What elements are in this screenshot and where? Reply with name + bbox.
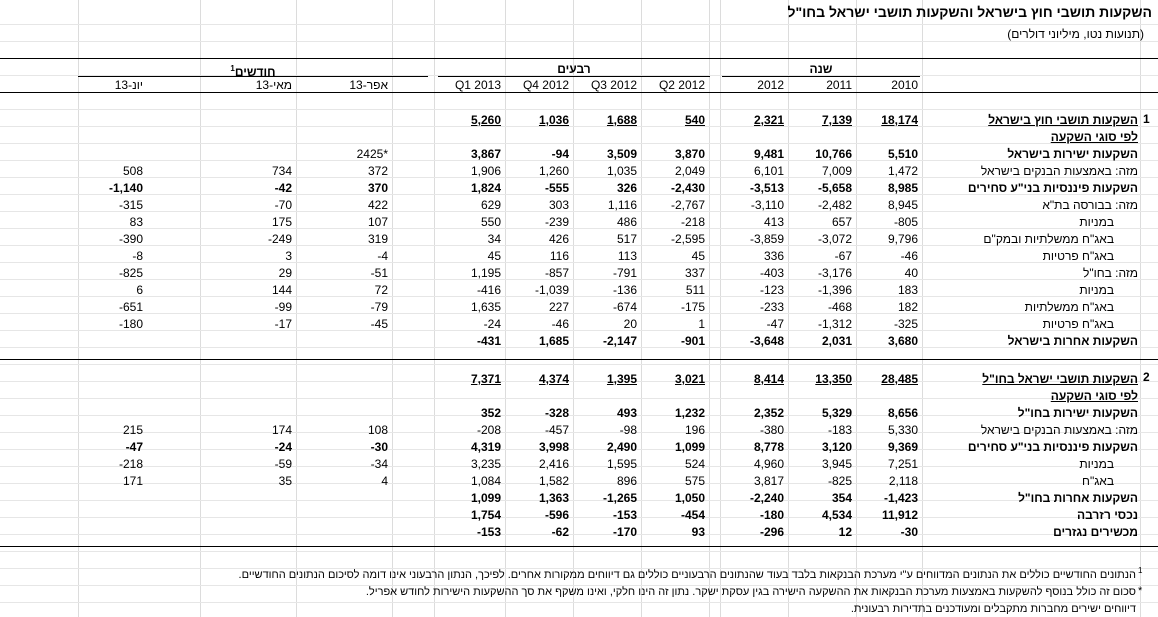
cell-2012: -47 [766,317,784,331]
row-label: במניות [1079,457,1114,471]
cell-q4-2012: 2,416 [538,457,569,471]
cell-q4-2012: -239 [544,215,569,229]
row-label: באג"ח פרטיות [1042,249,1114,263]
cell-q1-2013: 1,824 [470,181,501,195]
row-label: השקעות פיננסיות בני"ע סחירים [967,181,1138,195]
cell-2010: 9,369 [887,440,918,454]
cell-q4-2012: 116 [549,249,569,263]
cell-2012: -233 [759,300,784,314]
row-label: מזה: באמצעות הבנקים בישראל [980,423,1138,437]
cell-q3-2012: -136 [612,283,637,297]
cell-may-13: -59 [274,457,292,471]
cell-2012: 9,481 [753,147,784,161]
cell-apr-13: -30 [370,440,388,454]
cell-q1-2013: 1,195 [470,266,501,280]
cell-q2-2012: -2,430 [670,181,705,195]
cell-q3-2012: 3,509 [606,147,637,161]
row-label: לפי סוגי השקעה [1050,130,1138,144]
cell-q3-2012: -791 [612,266,637,280]
cell-may-13: -17 [274,317,292,331]
cell-2012: 413 [763,215,784,229]
cell-apr-13: 107 [367,215,388,229]
cell-q2-2012: 1,050 [674,491,705,505]
cell-q3-2012: 1,116 [607,198,637,212]
cell-2010: 182 [897,300,918,314]
cell-jun-13: 6 [136,283,143,297]
cell-2011: 354 [831,491,852,505]
cell-q3-2012: 1,035 [606,164,637,178]
cell-2012: 8,414 [753,372,784,386]
cell-q2-2012: -2,595 [670,232,705,246]
cell-q2-2012: 3,870 [674,147,705,161]
cell-jun-13: -8 [132,249,143,263]
footnote-2-text-line2: דיווחים ישירים מחברות מתקבלים ומעודכנים בתדירות רבעונית. [850,603,1136,615]
cell-2010: 9,796 [887,232,918,246]
cell-q3-2012: 326 [616,181,637,195]
cell-q2-2012: 196 [684,423,705,437]
cell-apr-13: 108 [367,423,388,437]
cell-q4-2012: -857 [544,266,569,280]
cell-q4-2012: -94 [551,147,569,161]
cell-q1-2013: 1,906 [470,164,501,178]
row-label: השקעות פיננסיות בני"ע סחירים [967,440,1138,454]
cell-2012: 336 [763,249,784,263]
cell-q3-2012: -2,147 [602,334,637,348]
col-header-2012: 2012 [757,78,784,92]
cell-2010: 183 [897,283,918,297]
cell-q2-2012: -2,767 [670,198,705,212]
cell-q3-2012: 2,490 [606,440,637,454]
cell-2011: -1,312 [817,317,852,331]
cell-may-13: 174 [271,423,292,437]
row-label: לפי סוגי השקעה [1050,389,1138,403]
cell-apr-13: -79 [370,300,388,314]
cell-apr-13: 319 [367,232,388,246]
group-header-months-label: חודשים [234,65,276,79]
cell-q4-2012: -46 [551,317,569,331]
footnote-1-text: הנתונים החודשיים כוללים את הנתונים המדווחים ע"י מערכת הבנקאות בלבד בעוד שהנתונים הרבעוניים כוללים גם דיווחים ממקורות אחרים. לפיכך, הנתון הרבעוני אינו דומה לסיכום הנתונים החודשיים. [238,569,1136,581]
cell-2012: -3,110 [750,198,784,212]
cell-2011: -67 [834,249,852,263]
cell-2012: 4,960 [753,457,784,471]
col-header-jun-13: יונ-13 [114,78,143,92]
cell-q3-2012: 1,395 [606,372,637,386]
cell-q1-2013: 1,754 [470,508,501,522]
cell-may-13: 29 [278,266,292,280]
cell-2011: -183 [827,423,852,437]
group-header-quarters: רבעים [557,62,591,76]
cell-q2-2012: 3,021 [674,372,705,386]
cell-q4-2012: 1,363 [538,491,569,505]
cell-2012: -2,240 [749,491,784,505]
cell-2011: -2,482 [817,198,852,212]
cell-q2-2012: 511 [685,283,705,297]
cell-q3-2012: 20 [623,317,637,331]
cell-q1-2013: -24 [483,317,501,331]
header-bottom-rule [0,92,1158,93]
cell-q4-2012: 3,998 [538,440,569,454]
cell-may-13: 175 [271,215,292,229]
cell-q3-2012: -170 [612,525,637,539]
cell-q1-2013: 5,260 [470,113,501,127]
cell-q1-2013: 550 [480,215,501,229]
cell-jun-13: 83 [129,215,143,229]
cell-2010: 2,118 [888,474,918,488]
cell-apr-13: -51 [370,266,388,280]
cell-q2-2012: -175 [680,300,705,314]
cell-2011: 10,766 [815,147,852,161]
cell-q2-2012: 45 [691,249,705,263]
cell-2010: 5,330 [887,423,918,437]
cell-may-13: -42 [274,181,292,195]
row-label: במניות [1079,283,1114,297]
cell-2012: 8,778 [753,440,784,454]
col-header-2010: 2010 [891,78,918,92]
cell-q1-2013: 629 [480,198,501,212]
cell-2010: 1,472 [887,164,918,178]
col-header-q4-2012: Q4 2012 [522,78,569,92]
cell-2010: -46 [900,249,918,263]
cell-q3-2012: -1,265 [602,491,637,505]
col-header-q1-2013: Q1 2013 [454,78,501,92]
cell-apr-13: -34 [370,457,388,471]
cell-jun-13: -651 [118,300,143,314]
cell-2010: -325 [893,317,918,331]
col-header-may-13: מאי-13 [255,78,292,92]
row-label: השקעות תושבי חוץ בישראל [988,113,1138,127]
cell-q1-2013: 1,635 [470,300,501,314]
cell-2010: 28,485 [881,372,918,386]
cell-q4-2012: -555 [544,181,569,195]
cell-jun-13: 508 [122,164,143,178]
cell-q4-2012: 227 [548,300,569,314]
row-label: השקעות אחרות בישראל [1007,334,1138,348]
cell-2011: -1,396 [817,283,852,297]
cell-2011: 7,009 [821,164,852,178]
cell-q4-2012: -457 [544,423,569,437]
cell-q4-2012: 1,582 [538,474,569,488]
cell-2012: -3,513 [749,181,784,195]
row-label: מזה: בחו"ל [1083,266,1138,280]
cell-q2-2012: -218 [680,215,705,229]
cell-2010: -30 [900,525,918,539]
row-label: במניות [1079,215,1114,229]
cell-2012: -296 [759,525,784,539]
cell-q2-2012: 1,099 [674,440,705,454]
cell-q3-2012: 517 [616,232,637,246]
cell-2010: 40 [904,266,918,280]
row-label: השקעות ישירות בחו"ל [1017,406,1138,420]
group-rule-quarters [438,76,710,77]
cell-q4-2012: -62 [551,525,569,539]
row-label: השקעות אחרות בחו"ל [1018,491,1138,505]
cell-q3-2012: 486 [616,215,637,229]
cell-2010: 8,656 [887,406,918,420]
cell-q4-2012: -328 [544,406,569,420]
cell-q1-2013: 3,235 [470,457,501,471]
cell-2011: 3,120 [821,440,852,454]
cell-q4-2012: 426 [548,232,569,246]
cell-2010: 5,510 [887,147,918,161]
cell-2010: 18,174 [881,113,918,127]
cell-may-13: -99 [274,300,292,314]
cell-2011: -3,176 [817,266,852,280]
cell-jun-13: -180 [118,317,143,331]
cell-jun-13: -218 [118,457,143,471]
footer-rule [0,546,1158,547]
cell-2012: -403 [759,266,784,280]
cell-may-13: -70 [274,198,292,212]
cell-apr-13: 422 [367,198,388,212]
cell-2011: -825 [827,474,852,488]
cell-2012: 2,321 [753,113,784,127]
cell-q1-2013: 34 [487,232,501,246]
cell-q4-2012: -596 [544,508,569,522]
cell-2010: 8,985 [887,181,918,195]
cell-q1-2013: -208 [476,423,501,437]
cell-q3-2012: 113 [617,249,637,263]
cell-q1-2013: -416 [476,283,501,297]
cell-q1-2013: -153 [476,525,501,539]
cell-q2-2012: 1,232 [674,406,705,420]
cell-jun-13: -390 [118,232,143,246]
cell-apr-13: 370 [367,181,388,195]
cell-2012: -380 [759,423,784,437]
row-label: השקעות ישירות בישראל [1007,147,1138,161]
cell-q2-2012: 2,049 [674,164,705,178]
row-label: באג"ח [1082,474,1114,488]
cell-2010: 8,945 [887,198,918,212]
cell-q1-2013: 1,084 [470,474,501,488]
cell-2011: -468 [827,300,852,314]
cell-q4-2012: 1,036 [538,113,569,127]
row-label: באג"ח ממשלתיות ובמק"ם [983,232,1114,246]
cell-2011: 2,031 [821,334,852,348]
cell-2010: 11,912 [881,508,918,522]
cell-q3-2012: 1,688 [606,113,637,127]
cell-2012: -3,859 [749,232,784,246]
cell-2011: -5,658 [817,181,852,195]
cell-apr-13: 72 [374,283,388,297]
cell-q1-2013: 45 [487,249,501,263]
cell-may-13: -249 [267,232,292,246]
row-label: מזה: באמצעות הבנקים בישראל [980,164,1138,178]
cell-apr-13: -45 [370,317,388,331]
col-header-q3-2012: Q3 2012 [590,78,637,92]
cell-2011: 12 [838,525,852,539]
section-2-number: 2 [1143,370,1150,384]
cell-apr-13: 2425* [356,147,388,161]
page-subtitle: (תנועות נטו, מיליוני דולרים) [1007,27,1144,41]
row-label: באג"ח פרטיות [1042,317,1114,331]
footnote-1-mark: 1 [1138,566,1143,575]
cell-2012: 3,817 [753,474,784,488]
cell-q1-2013: 1,099 [470,491,501,505]
cell-apr-13: 4 [381,474,388,488]
cell-q4-2012: 1,685 [538,334,569,348]
cell-q4-2012: -1,039 [534,283,569,297]
col-header-apr-13: אפר-13 [349,78,388,92]
cell-2011: 3,945 [821,457,852,471]
cell-q4-2012: 1,260 [538,164,569,178]
cell-may-13: 144 [271,283,292,297]
header-top-rule [0,58,1158,59]
cell-2011: 7,139 [821,113,852,127]
cell-jun-13: 215 [122,423,143,437]
col-header-q2-2012: Q2 2012 [658,78,705,92]
cell-q3-2012: -98 [619,423,637,437]
cell-may-13: 35 [278,474,292,488]
cell-2011: 13,350 [815,372,852,386]
cell-q2-2012: -454 [680,508,705,522]
cell-q3-2012: 493 [616,406,637,420]
cell-2011: -3,072 [817,232,852,246]
page-title: השקעות תושבי חוץ בישראל והשקעות תושבי ישראל בחו"ל [787,4,1152,20]
cell-q2-2012: 575 [684,474,705,488]
footnote-2-text: סכום זה כולל בנוסף להשקעות באמצעות מערכת הבנקאות את ההשקעה הישירה בגין עסקת ישקר. נתון זה הינו חלקי, ואינו משקף את סך ההשקעות הישירות לחודש אפריל. [365,586,1136,598]
cell-q4-2012: 303 [548,198,569,212]
cell-q1-2013: -431 [476,334,501,348]
cell-q1-2013: 3,867 [470,147,501,161]
cell-may-13: -24 [274,440,292,454]
group-header-year: שנה [809,62,833,76]
cell-2012: 6,101 [753,164,784,178]
cell-2012: -123 [759,283,784,297]
cell-q2-2012: 1 [698,317,705,331]
cell-may-13: 3 [285,249,292,263]
cell-2012: 2,352 [753,406,784,420]
footnote-2-mark: * [1138,585,1143,597]
cell-jun-13: 171 [122,474,143,488]
cell-q3-2012: 1,595 [606,457,637,471]
section-1-number: 1 [1143,112,1150,126]
cell-q2-2012: 93 [691,525,705,539]
cell-q2-2012: 540 [684,113,705,127]
cell-apr-13: -4 [377,249,388,263]
cell-2011: 4,534 [821,508,852,522]
row-label: מכשירים נגזרים [1053,525,1138,539]
cell-jun-13: -825 [118,266,143,280]
cell-2012: -3,648 [749,334,784,348]
cell-q1-2013: 352 [480,406,501,420]
cell-q3-2012: -153 [612,508,637,522]
cell-apr-13: 372 [367,164,388,178]
cell-2011: 657 [831,215,852,229]
row-label: נכסי רזרבה [1076,508,1138,522]
cell-q1-2013: 4,319 [470,440,501,454]
row-label: באג"ח ממשלתיות [1024,300,1114,314]
cell-2010: 3,680 [887,334,918,348]
cell-jun-13: -1,140 [108,181,143,195]
cell-2010: -805 [893,215,918,229]
footnote-ref-1: 1 [230,64,235,73]
cell-q2-2012: 337 [684,266,705,280]
cell-q3-2012: -674 [612,300,637,314]
section-divider-rule [0,359,1158,360]
row-label: מזה: בבורסה בת"א [1042,198,1138,212]
cell-jun-13: -47 [125,440,143,454]
cell-2010: 7,251 [887,457,918,471]
row-label: השקעות תושבי ישראל בחו"ל [982,372,1138,386]
col-header-2011: 2011 [826,78,852,92]
cell-q2-2012: 524 [684,457,705,471]
cell-may-13: 734 [271,164,292,178]
group-rule-year [722,76,920,77]
cell-q4-2012: 4,374 [538,372,569,386]
cell-2010: -1,423 [883,491,918,505]
cell-q1-2013: 7,371 [470,372,501,386]
cell-jun-13: -315 [118,198,143,212]
cell-q2-2012: -901 [680,334,705,348]
cell-2011: 5,329 [821,406,852,420]
group-header-months [78,62,428,79]
cell-2012: -180 [759,508,784,522]
cell-q3-2012: 896 [616,474,637,488]
